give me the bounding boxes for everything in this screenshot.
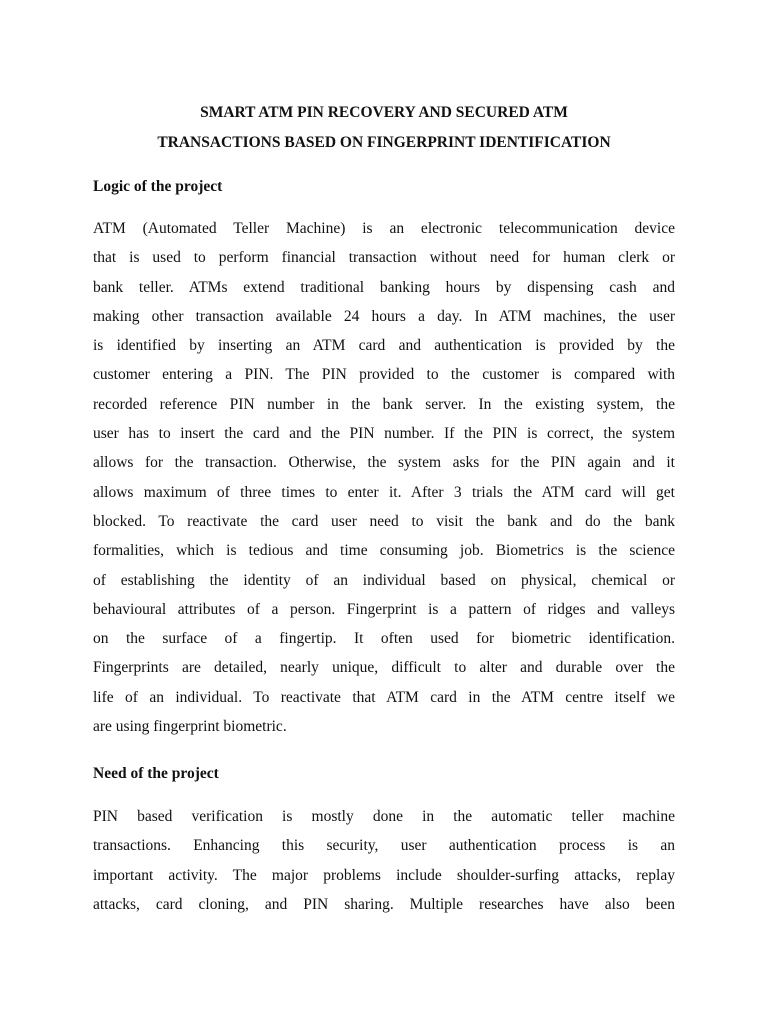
section-paragraph-logic [93, 214, 675, 741]
paragraph-line: on the surface of a fingertip. It often used for biometric identification. [93, 630, 675, 648]
paragraph-line: allows maximum of three times to enter it. After 3 trials the ATM card will get [93, 483, 675, 501]
paragraph-line: attacks, card cloning, and PIN sharing. Multiple researches have also been [93, 895, 675, 913]
paragraph-line: Fingerprints are detailed, nearly unique, difficult to alter and durable over the [93, 659, 675, 677]
paragraph-line: blocked. To reactivate the card user need to visit the bank and do the bank [93, 512, 675, 530]
section-heading-need: Need of the project [93, 765, 219, 782]
paragraph-line: are using fingerprint biometric. [93, 718, 287, 736]
document-title [80, 98, 688, 158]
paragraph-line: customer entering a PIN. The PIN provided to the customer is compared with [93, 366, 675, 384]
paragraph-line: is identified by inserting an ATM card and authentication is provided by the [93, 337, 675, 355]
paragraph-line: user has to insert the card and the PIN number. If the PIN is correct, the system [93, 425, 675, 443]
paragraph-line: that is used to perform financial transaction without need for human clerk or [93, 249, 675, 267]
title-line: SMART ATM PIN RECOVERY AND SECURED ATM [200, 104, 568, 121]
section-heading-logic: Logic of the project [93, 178, 223, 195]
paragraph-line: recorded reference PIN number in the bank server. In the existing system, the [93, 395, 675, 413]
paragraph-line: life of an individual. To reactivate that ATM card in the ATM centre itself we [93, 688, 675, 706]
section-paragraph-need [93, 802, 675, 919]
paragraph-line: bank teller. ATMs extend traditional banking hours by dispensing cash and [93, 278, 675, 296]
paragraph-line: transactions. Enhancing this security, user authentication process is an [93, 837, 675, 855]
paragraph-line: of establishing the identity of an individual based on physical, chemical or [93, 571, 675, 589]
paragraph-line: important activity. The major problems include shoulder-surfing attacks, replay [93, 866, 675, 884]
paragraph-line: making other transaction available 24 hours a day. In ATM machines, the user [93, 307, 675, 325]
paragraph-line: formalities, which is tedious and time consuming job. Biometrics is the science [93, 542, 675, 560]
paragraph-line: ATM (Automated Teller Machine) is an electronic telecommunication device [93, 220, 675, 237]
paragraph-line: PIN based verification is mostly done in the automatic teller machine [93, 808, 675, 825]
paragraph-line: behavioural attributes of a person. Fingerprint is a pattern of ridges and valleys [93, 600, 675, 618]
title-line: TRANSACTIONS BASED ON FINGERPRINT IDENTIFICATION [157, 134, 611, 151]
paragraph-line: allows for the transaction. Otherwise, the system asks for the PIN again and it [93, 454, 675, 472]
